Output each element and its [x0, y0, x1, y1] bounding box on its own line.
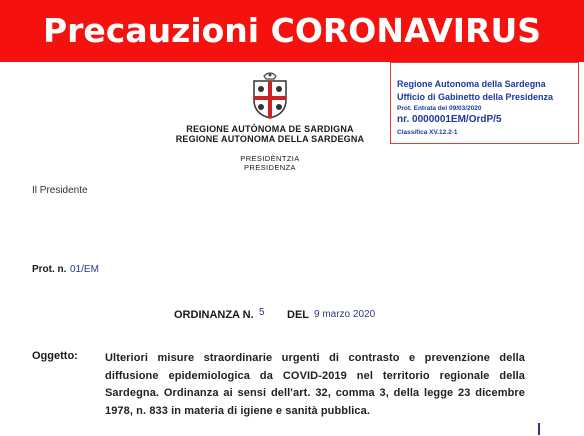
ordinance-label: ORDINANZA N.: [174, 309, 254, 321]
sardinia-coat-of-arms-icon: [248, 70, 292, 120]
stamp-office: Ufficio di Gabinetto della Presidenza: [397, 92, 554, 102]
region-name-italian: REGIONE AUTONOMA DELLA SARDEGNA: [175, 134, 365, 144]
region-name-sardinian: REGIONE AUTÒNOMA DE SARDIGNA: [186, 124, 354, 134]
subject-label: Oggetto:: [32, 350, 78, 362]
protocol-label: Prot. n.: [32, 264, 67, 275]
stamp-classification: Classifica XV.12.2-1: [397, 129, 458, 136]
subject-text: Ulteriori misure straordinarie urgenti di contrasto e prevenzione della diffusione epidemiologica da COVID-2019 nel territorio regionale della Sardegna. Ordinanza ai sensi dell'art. 32, comma 3, della legge 23 dicembre 1978, n. 833 in materia di igiene e sanità pubblica.: [105, 352, 525, 417]
stamp-protocol-number: nr. 0000001EM/OrdP/5: [397, 114, 502, 125]
date-label: DEL: [287, 309, 309, 321]
banner-title: Precauzioni CORONAVIRUS: [0, 0, 584, 62]
office-italian: PRESIDENZA: [244, 163, 296, 172]
sender-label: Il Presidente: [32, 185, 88, 196]
office-sardinian: PRESIDÈNTZIA: [240, 154, 300, 163]
ordinance-number: 5: [259, 307, 265, 318]
stamp-entry-date: Prot. Entrata del 09/03/2020: [397, 105, 482, 112]
protocol-value: 01/EM: [70, 264, 99, 275]
stamp-region: Regione Autonoma della Sardegna: [397, 79, 546, 89]
protocol-stamp: [390, 62, 579, 144]
date-value: 9 marzo 2020: [314, 309, 376, 320]
handwritten-mark: [538, 423, 540, 435]
